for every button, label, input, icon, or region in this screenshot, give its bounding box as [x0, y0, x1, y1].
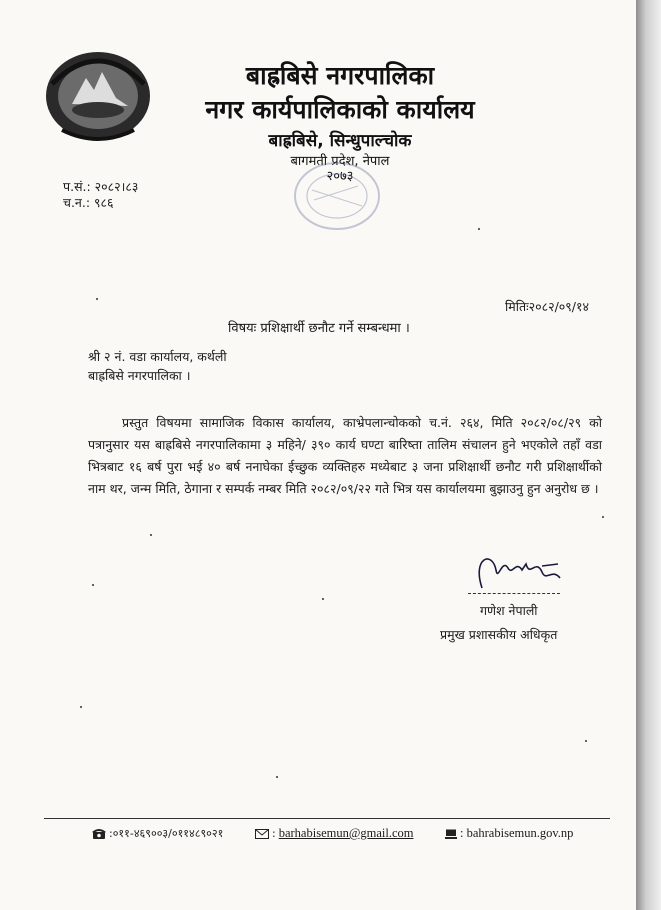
- nepal-emblem-icon: [42, 44, 154, 144]
- letter-subject: विषयः प्रशिक्षार्थी छनौट गर्ने सम्बन्धमा ।: [228, 321, 410, 336]
- recipient-line-1: श्री २ नं. वडा कार्यालय, कर्थली: [88, 349, 227, 364]
- email-link[interactable]: barhabisemun@gmail.com: [278, 826, 414, 840]
- established-year: २०७३: [326, 169, 354, 184]
- letter-number: प.सं.: २०८२।८३: [63, 179, 139, 194]
- footer-email: : barhabisemun@gmail.com: [255, 826, 413, 841]
- signature-line: [468, 593, 560, 594]
- signatory-name: गणेश नेपाली: [480, 603, 538, 618]
- envelope-icon: [255, 829, 269, 839]
- scan-edge-shadow: [636, 0, 661, 910]
- office-stamp: [292, 160, 382, 232]
- letter-date: मितिः२०८२/०९/१४: [505, 299, 590, 314]
- phone-text: :०११-४६९००३/०११४८९०२१: [109, 827, 224, 840]
- website-link[interactable]: : bahrabisemun.gov.np: [460, 826, 574, 840]
- dispatch-number: च.न.: ९८६: [63, 195, 114, 210]
- letter-body: प्रस्तुत विषयमा सामाजिक विकास कार्यालय, काभ्रेपलान्चोकको च.नं. २६४, मिति २०८२/०८/२९ को पत्रानुसार यस बाह्रबिसे नगरपालिकामा ३ महिने/ ३९० कार्य घण्टा बारिष्ता तालिम संचालन हुने भएकोले तहाँ वडा भित्रबाट १६ बर्ष पुरा भई ४० बर्ष ननाघेका ईच्छुक व्यक्तिहरु मध्येबाट ३ जना प्रशिक्षार्थी छनौट गरी प्रशिक्षार्थीको नाम थर, जन्म मिति, ठेगाना र सम्पर्क नम्बर मिति २०८२/०९/२२ गते भित्र यस कार्यालयमा बुझाउनु हुन अनुरोध छ ।: [88, 415, 602, 496]
- office-location: बाह्रबिसे, सिन्धुपाल्चोक: [268, 131, 412, 151]
- computer-icon: [445, 829, 457, 839]
- footer-phone: [92, 826, 223, 841]
- signature-icon: [462, 548, 572, 596]
- recipient-line-2: बाह्रबिसे नगरपालिका ।: [88, 368, 191, 383]
- municipality-name: बाह्रबिसे नगरपालिका: [245, 61, 435, 90]
- office-province: बागमती प्रदेश, नेपाल: [290, 154, 390, 169]
- phone-icon: [92, 828, 106, 839]
- footer-web: [445, 826, 573, 841]
- signatory-title: प्रमुख प्रशासकीय अधिकृत: [440, 627, 558, 642]
- office-name: नगर कार्यपालिकाको कार्यालय: [205, 95, 475, 124]
- footer-divider: [44, 818, 610, 819]
